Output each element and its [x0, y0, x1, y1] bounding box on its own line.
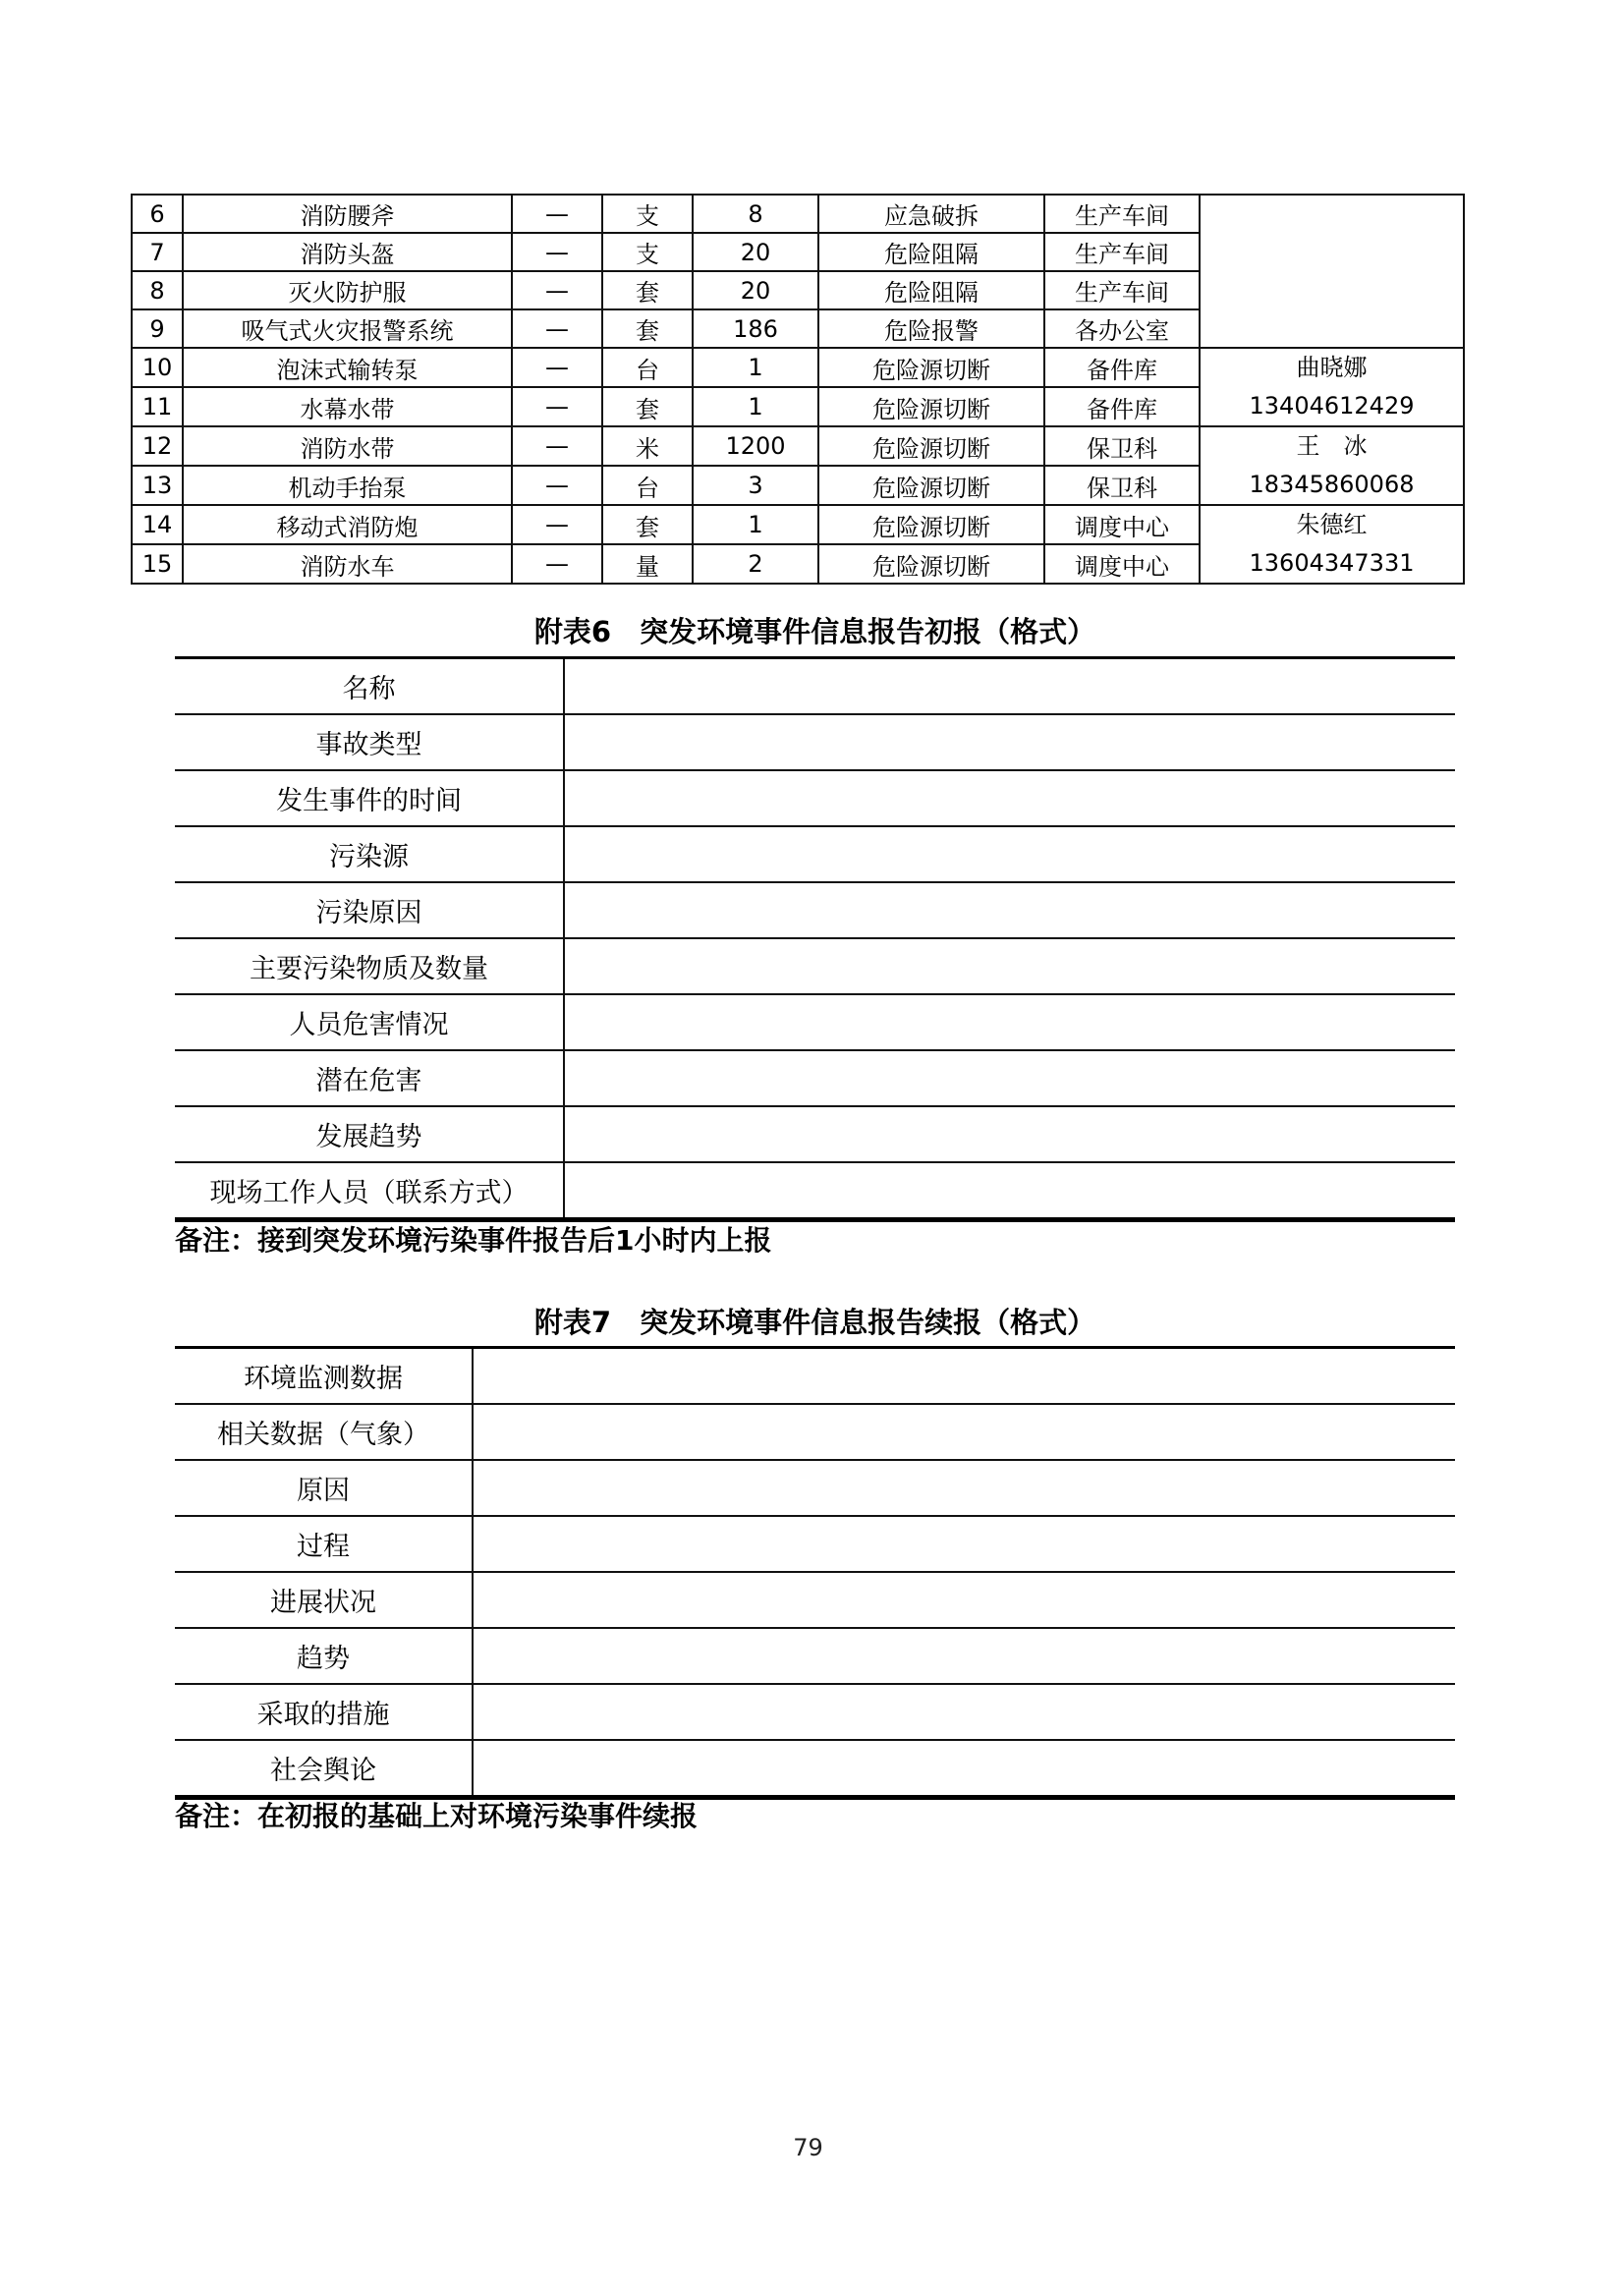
form-row: [175, 882, 1455, 938]
equip-location: 调度中心: [1044, 544, 1200, 584]
equip-spec: —: [512, 466, 602, 505]
equip-name: 泡沫式输转泵: [183, 348, 512, 387]
initial-report-form: [175, 656, 1455, 1222]
equip-purpose: 危险阻隔: [818, 271, 1044, 309]
form-value-cell: [564, 994, 1455, 1050]
form-label: 污染原因: [175, 882, 564, 938]
form-value-cell: [473, 1404, 1455, 1460]
contact-phone: 18345860068: [1249, 471, 1415, 498]
equip-location: 生产车间: [1044, 233, 1200, 271]
equip-purpose: 危险源切断: [818, 426, 1044, 466]
form-row: [175, 826, 1455, 882]
equip-location: 备件库: [1044, 348, 1200, 387]
equip-qty: 8: [693, 195, 818, 233]
form-row: [175, 1740, 1455, 1798]
equip-unit: 台: [602, 466, 693, 505]
form-label: 采取的措施: [175, 1684, 473, 1740]
form-row: [175, 1106, 1455, 1162]
form-label: 名称: [175, 658, 564, 715]
equip-no: 14: [132, 505, 183, 544]
equip-no: 12: [132, 426, 183, 466]
equip-spec: —: [512, 233, 602, 271]
equip-unit: 套: [602, 309, 693, 348]
equip-no: 6: [132, 195, 183, 233]
equip-spec: —: [512, 195, 602, 233]
form-label: 污染源: [175, 826, 564, 882]
form-row: [175, 938, 1455, 994]
form-value-cell: [564, 658, 1455, 715]
equip-contact-cell: [1200, 505, 1464, 584]
initial-report-title: 附表6 突发环境事件信息报告初报（格式）: [533, 615, 1096, 648]
table-row: [132, 426, 1464, 466]
equip-location: 生产车间: [1044, 195, 1200, 233]
equip-spec: —: [512, 271, 602, 309]
equip-location: 生产车间: [1044, 271, 1200, 309]
form-value-cell: [473, 1572, 1455, 1628]
form-label: 潜在危害: [175, 1050, 564, 1106]
equip-no: 13: [132, 466, 183, 505]
equip-unit: 套: [602, 387, 693, 426]
equip-no: 7: [132, 233, 183, 271]
equip-spec: —: [512, 387, 602, 426]
contact-name: 朱德红: [1296, 511, 1368, 538]
form-row: [175, 1162, 1455, 1220]
contact-phone: 13404612429: [1249, 392, 1415, 420]
equip-qty: 2: [693, 544, 818, 584]
equip-name: 灭火防护服: [183, 271, 512, 309]
form-label: 人员危害情况: [175, 994, 564, 1050]
initial-report-note: 备注：接到突发环境污染事件报告后1小时内上报: [175, 1224, 772, 1257]
form-label: 主要污染物质及数量: [175, 938, 564, 994]
equip-purpose: 危险源切断: [818, 387, 1044, 426]
equip-name: 吸气式火灾报警系统: [183, 309, 512, 348]
equip-spec: —: [512, 426, 602, 466]
equip-qty: 1: [693, 348, 818, 387]
equip-name: 消防水带: [183, 426, 512, 466]
form-value-cell: [564, 1162, 1455, 1220]
followup-report-title: 附表7 突发环境事件信息报告续报（格式）: [533, 1306, 1096, 1339]
form-row: [175, 1572, 1455, 1628]
equip-no: 10: [132, 348, 183, 387]
form-label: 发生事件的时间: [175, 770, 564, 826]
form-row: [175, 1684, 1455, 1740]
form-value-cell: [473, 1684, 1455, 1740]
form-row: [175, 714, 1455, 770]
form-value-cell: [564, 714, 1455, 770]
equip-location: 保卫科: [1044, 426, 1200, 466]
table-row: [132, 505, 1464, 544]
equip-unit: 量: [602, 544, 693, 584]
equip-qty: 1200: [693, 426, 818, 466]
equip-purpose: 危险源切断: [818, 466, 1044, 505]
equipment-table: [131, 194, 1465, 585]
form-label: 事故类型: [175, 714, 564, 770]
equip-unit: 台: [602, 348, 693, 387]
form-row: [175, 770, 1455, 826]
contact-name: 曲晓娜: [1296, 354, 1368, 381]
contact-name: 王 冰: [1296, 432, 1368, 460]
form-row: [175, 1050, 1455, 1106]
form-row: [175, 1348, 1455, 1405]
form-label: 进展状况: [175, 1572, 473, 1628]
equip-location: 保卫科: [1044, 466, 1200, 505]
equip-qty: 1: [693, 387, 818, 426]
equip-purpose: 危险报警: [818, 309, 1044, 348]
equip-no: 11: [132, 387, 183, 426]
equip-contact-cell: [1200, 195, 1464, 348]
form-value-cell: [473, 1460, 1455, 1516]
form-row: [175, 1516, 1455, 1572]
form-value-cell: [564, 882, 1455, 938]
equip-purpose: 应急破拆: [818, 195, 1044, 233]
equip-unit: 支: [602, 195, 693, 233]
equip-no: 8: [132, 271, 183, 309]
equip-purpose: 危险源切断: [818, 505, 1044, 544]
form-value-cell: [564, 1106, 1455, 1162]
equip-location: 备件库: [1044, 387, 1200, 426]
equip-location: 各办公室: [1044, 309, 1200, 348]
form-label: 趋势: [175, 1628, 473, 1684]
form-label: 社会舆论: [175, 1740, 473, 1798]
followup-report-note: 备注：在初报的基础上对环境污染事件续报: [175, 1800, 699, 1832]
form-row: [175, 994, 1455, 1050]
equip-name: 消防腰斧: [183, 195, 512, 233]
equip-qty: 20: [693, 233, 818, 271]
form-label: 现场工作人员（联系方式）: [175, 1162, 564, 1220]
equip-name: 机动手抬泵: [183, 466, 512, 505]
equip-purpose: 危险源切断: [818, 348, 1044, 387]
page-number: 79: [793, 2134, 823, 2161]
form-value-cell: [473, 1628, 1455, 1684]
form-value-cell: [564, 1050, 1455, 1106]
equip-unit: 米: [602, 426, 693, 466]
equip-unit: 套: [602, 505, 693, 544]
form-value-cell: [564, 770, 1455, 826]
equip-spec: —: [512, 505, 602, 544]
equip-purpose: 危险阻隔: [818, 233, 1044, 271]
equip-no: 15: [132, 544, 183, 584]
form-label: 过程: [175, 1516, 473, 1572]
equip-spec: —: [512, 544, 602, 584]
form-row: [175, 1628, 1455, 1684]
equip-name: 消防水车: [183, 544, 512, 584]
equip-no: 9: [132, 309, 183, 348]
table-row: [132, 348, 1464, 387]
equip-unit: 套: [602, 271, 693, 309]
equip-name: 水幕水带: [183, 387, 512, 426]
equip-location: 调度中心: [1044, 505, 1200, 544]
equip-qty: 20: [693, 271, 818, 309]
equip-contact-cell: [1200, 426, 1464, 505]
form-label: 环境监测数据: [175, 1348, 473, 1405]
form-label: 发展趋势: [175, 1106, 564, 1162]
form-value-cell: [564, 826, 1455, 882]
equip-qty: 3: [693, 466, 818, 505]
followup-report-form: [175, 1346, 1455, 1800]
form-value-cell: [473, 1348, 1455, 1405]
equip-contact-cell: [1200, 348, 1464, 426]
form-row: [175, 658, 1455, 715]
equip-qty: 186: [693, 309, 818, 348]
table-row: [132, 195, 1464, 233]
equip-spec: —: [512, 309, 602, 348]
equip-spec: —: [512, 348, 602, 387]
contact-phone: 13604347331: [1249, 549, 1415, 577]
equip-qty: 1: [693, 505, 818, 544]
equip-purpose: 危险源切断: [818, 544, 1044, 584]
form-label: 原因: [175, 1460, 473, 1516]
equip-name: 移动式消防炮: [183, 505, 512, 544]
equip-name: 消防头盔: [183, 233, 512, 271]
form-label: 相关数据（气象）: [175, 1404, 473, 1460]
equip-unit: 支: [602, 233, 693, 271]
form-value-cell: [473, 1516, 1455, 1572]
form-value-cell: [564, 938, 1455, 994]
form-row: [175, 1460, 1455, 1516]
form-row: [175, 1404, 1455, 1460]
form-value-cell: [473, 1740, 1455, 1798]
